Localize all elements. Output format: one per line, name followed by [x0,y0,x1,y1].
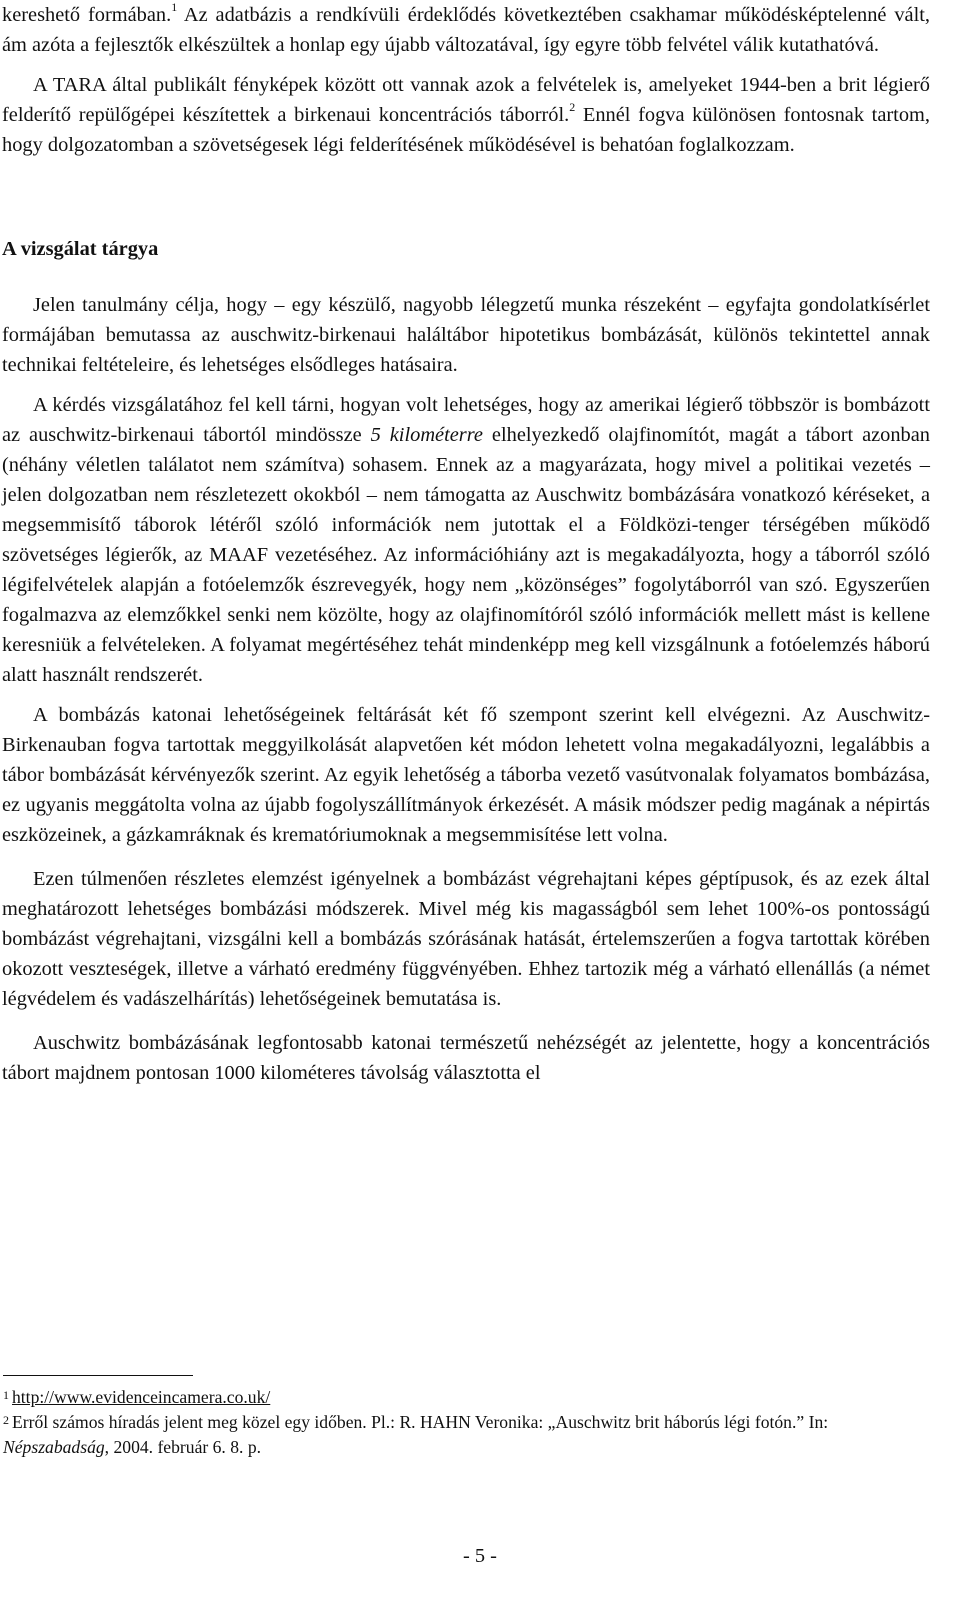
paragraph-2 [2,70,930,160]
footnote-1-link[interactable]: http://www.evidenceincamera.co.uk/ [12,1387,271,1407]
paragraph-1-text-end: Az adatbázis a rendkívüli érdeklődés következtében csakhamar működésképtelenné vált, ám azóta a fejlesztők elkészültek a honlap egy újabb változatával, így egyre több felvétel válik kutathatóvá. [2,4,931,56]
paragraph-2-text-start: A TARA által publikált fényképek között ott vannak azok a felvételek is, amelyeket 1944-ben a brit légierő felderítő repülőgépei készítettek a birkenaui koncentrációs táborról. [2,74,930,126]
paragraph-4-text-start: A kérdés vizsgálatához fel kell tárni, hogyan volt lehetséges, hogy az amerikai légierő többször is bombázott az auschwitz-birkenaui tábortól mindössze [2,394,930,446]
paragraph-4 [2,390,930,690]
section-heading: A vizsgálat tárgya [2,238,159,260]
paragraph-4-emphasis: 5 kilométerre [370,424,483,446]
footnote-1-number: 1 [3,1388,9,1402]
paragraph-2-text-end: Ennél fogva különösen fontosnak tartom, hogy dolgozatomban a szövetségesek légi felderítésének működésével is behatóan foglalkozzam. [2,104,930,156]
footnote-2-number: 2 [3,1413,9,1427]
footnote-separator [3,1375,193,1376]
paragraph-4-text-end: elhelyezkedő olajfinomítót, magát a tábort azonban (néhány véletlen találatot nem számítva) sohasem. Ennek az a magyarázata, hogy mivel a politikai vezetés – jelen dolgozatban nem részletezett okokból – nem támogatta az Auschwitz bombázására vonatkozó kéréseket, a megsemmisítő táborok létéről szóló információk nem jutottak el a Földközi-tenger térségében működő szövetséges légierők, az MAAF vezetéséhez. Az információhiány azt is megakadályozta, hogy a táborról szóló légifelvételek alapján a fotóelemzők észrevegyék, hogy nem „közönséges” fogolytáborról van szó. Egyszerűen fogalmazva az elemzőkkel senki nem közölte, hogy az olajfinomítóról szóló információk mellett mást is kellene keresniük a felvételeken. A folyamat megértéséhez tehát mindenképp meg kell vizsgálnunk a fotóelemzés háború alatt használt rendszerét. [2,424,931,686]
footnote-ref-1[interactable]: 1 [171,0,178,15]
paragraph-3: Jelen tanulmány célja, hogy – egy készülő, nagyobb lélegzetű munka részeként – egyfajta gondolatkísérlet formájában bemutassa az auschwitz-birkenaui haláltábor hipotetikus bombázását, különös tekintettel annak technikai feltételeire, és lehetséges elsődleges hatásaira. [2,294,930,376]
footnote-2-text-end: , 2004. február 6. 8. p. [104,1437,262,1457]
footnote-1 [3,1385,923,1410]
footnote-2-text-start: Erről számos híradás jelent meg közel egy időben. Pl.: R. HAHN Veronika: „Auschwitz brit háborús légi fotón.” In: [12,1412,829,1432]
body-text [2,0,930,1088]
page-number: - 5 - [463,1545,497,1567]
paragraph-1-text-start: kereshető formában. [2,4,172,26]
paragraph-6: Ezen túlmenően részletes elemzést igényelnek a bombázást végrehajtani képes géptípusok, és az ezek által meghatározott lehetséges bombázási módszerek. Mivel még kis magasságból sem lehet 100%-os pontosságú bombázást végrehajtani, vizsgálni kell a bombázás szórásának hatását, értelemszerűen a fogva tartottak körében okozott veszteségek, illetve a várható eredmény függvényében. Ehhez tartozik még a várható ellenállás (a német légvédelem és vadászelhárítás) lehetőségeinek bemutatása is. [2,868,930,1010]
footnotes [3,1385,923,1460]
footnote-2-source: Népszabadság [3,1437,105,1457]
footnote-2 [3,1410,923,1460]
paragraph-1 [2,0,930,60]
footnote-ref-2[interactable]: 2 [569,100,576,115]
paragraph-7: Auschwitz bombázásának legfontosabb katonai természetű nehézségét az jelentette, hogy a koncentrációs tábort majdnem pontosan 1000 kilométeres távolság választotta el [2,1032,930,1084]
paragraph-5: A bombázás katonai lehetőségeinek feltárását két fő szempont szerint kell elvégezni. Az Auschwitz-Birkenauban fogva tartottak meggyilkolását alapvetően két módon lehetett volna megakadályozni, legalábbis a tábor bombázását kérvényezők szerint. Az egyik lehetőség a táborba vezető vasútvonalak folyamatos bombázása, ez ugyanis meggátolta volna az újabb fogolyszállítmányok érkezését. A másik módszer pedig magának a népirtás eszközeinek, a gázkamráknak és krematóriumoknak a megsemmisítése lett volna. [2,704,930,846]
